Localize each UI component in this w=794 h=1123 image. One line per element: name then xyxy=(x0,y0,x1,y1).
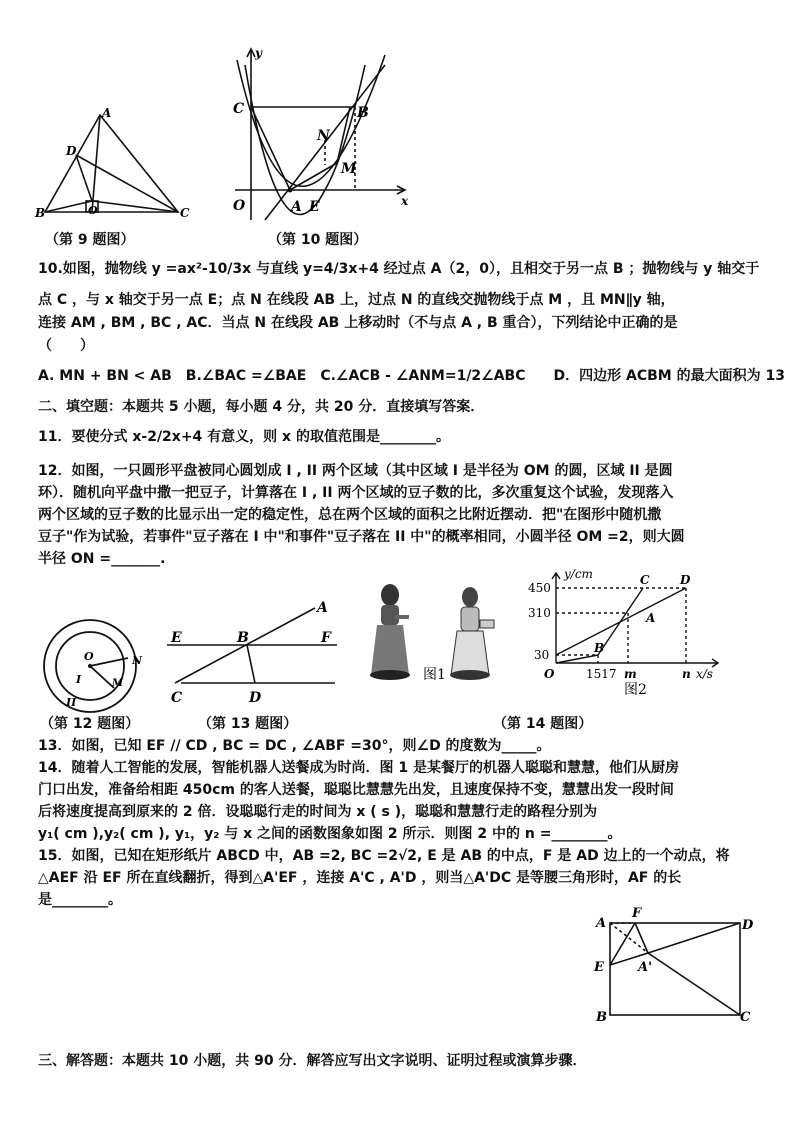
q12-line4: 豆子"作为试验，若事件"豆子落在 I 中"和事件"豆子落在 II 中"的概率相同，小圆半径 OM =2，则大圆 xyxy=(38,529,685,545)
label-B: B xyxy=(237,630,249,646)
q12-line3: 两个区域的豆子数的比显示出一定的稳定性，总在两个区域的面积之比附近摆动．把"在图形中随机撒 xyxy=(38,507,662,523)
tick-450: 450 xyxy=(528,581,551,595)
label-B: B xyxy=(596,1010,607,1025)
q14-line4: y₁( cm ),y₂( cm ), y₁，y₂ 与 x 之间的函数图象如图 2 所示．则图 2 中的 n =________。 xyxy=(38,826,622,842)
label-ylabel: y/cm xyxy=(564,568,593,581)
label-A: A xyxy=(596,916,607,931)
caption-fig10: （第 10 题图） xyxy=(268,232,368,248)
label-II: II xyxy=(66,696,77,709)
label-F: F xyxy=(632,906,642,921)
label-A: A xyxy=(317,600,328,616)
label-D: D xyxy=(680,573,691,587)
label-B: B xyxy=(594,641,605,655)
label-fig2: 图2 xyxy=(624,682,647,698)
label-C: C xyxy=(740,1010,751,1025)
label-O: O xyxy=(544,667,555,681)
label-M: M xyxy=(341,161,357,177)
label-E: E xyxy=(594,960,604,975)
figure-12 xyxy=(38,618,148,718)
caption-fig14: （第 14 题图） xyxy=(493,716,593,732)
figure-9 xyxy=(30,105,200,225)
label-A-prime: A' xyxy=(638,960,653,975)
label-D: D xyxy=(742,918,754,933)
q15-line1: 15．如图，已知在矩形纸片 ABCD 中，AB =2, BC =2√2, E 是 AB 的中点，F 是 AD 边上的一个动点，将 xyxy=(38,848,730,864)
label-B: B xyxy=(357,105,369,121)
label-xlabel: x/s xyxy=(696,667,713,681)
label-A: A xyxy=(102,106,112,120)
label-F: F xyxy=(321,630,331,646)
tick-n: n xyxy=(682,667,691,681)
label-C: C xyxy=(180,206,190,220)
tick-1517: 1517 xyxy=(586,667,617,681)
q12-line5: 半径 ON =_______. xyxy=(38,551,166,567)
label-O: O xyxy=(233,198,246,214)
q15-line2: △AEF 沿 EF 所在直线翻折，得到△A'EF ，连接 A'C , A'D ，则当△A'DC 是等腰三角形时，AF 的长 xyxy=(38,870,682,886)
robot-icon-2 xyxy=(450,587,494,680)
figure-13 xyxy=(165,598,345,708)
label-A: A xyxy=(291,199,302,215)
label-D: D xyxy=(249,690,262,706)
robot-icon xyxy=(370,584,410,680)
q14-line2: 门口出发，准备给相距 450cm 的客人送餐，聪聪比慧慧先出发，且速度保持不变，慧慧出发一段时间 xyxy=(38,782,674,798)
label-N: N xyxy=(317,128,330,144)
label-x: x xyxy=(401,194,409,208)
label-O: O xyxy=(88,204,98,217)
label-D: D xyxy=(66,144,77,158)
caption-fig12: （第 12 题图） xyxy=(40,716,140,732)
q14-line3: 后将速度提高到原来的 2 倍．设聪聪行走的时间为 x ( s )，聪聪和慧慧行走的路程分别为 xyxy=(38,804,598,820)
label-O: O xyxy=(84,650,94,663)
section-2-heading: 二、填空题：本题共 5 小题，每小题 4 分，共 20 分．直接填写答案． xyxy=(38,399,485,415)
label-B: B xyxy=(35,206,46,220)
q10-line4: （ ） xyxy=(38,338,94,354)
figure-14-graph xyxy=(528,568,723,698)
q13: 13．如图，已知 EF // CD , BC = DC , ∠ABF =30°，则∠D 的度数为_____。 xyxy=(38,738,551,754)
tick-m: m xyxy=(624,667,637,681)
q10-line2: 点 C ，与 x 轴交于另一点 E；点 N 在线段 AB 上，过点 N 的直线交抛物线于点 M ，且 MN∥y 轴， xyxy=(38,292,675,308)
tick-310: 310 xyxy=(528,606,551,620)
caption-fig9: （第 9 题图） xyxy=(45,232,135,248)
label-N: N xyxy=(132,654,143,667)
label-C: C xyxy=(640,573,650,587)
figure-10 xyxy=(225,45,415,225)
label-E: E xyxy=(309,199,320,215)
q14-line1: 14．随着人工智能的发展，智能机器人送餐成为时尚．图 1 是某餐厅的机器人聪聪和慧慧，他们从厨房 xyxy=(38,760,679,776)
q10-line1: 10.如图，抛物线 y =ax²-10/3x 与直线 y=4/3x+4 经过点 A（2，0），且相交于另一点 B ；抛物线与 y 轴交于 xyxy=(38,261,760,277)
caption-fig13: （第 13 题图） xyxy=(198,716,298,732)
figure-15 xyxy=(588,905,758,1030)
tick-30: 30 xyxy=(534,648,550,662)
label-E: E xyxy=(171,630,182,646)
figure-14-robots xyxy=(365,575,515,685)
label-A: A xyxy=(646,611,656,625)
label-M: M xyxy=(112,678,124,689)
label-C: C xyxy=(233,101,245,117)
section-3-heading: 三、解答题：本题共 10 小题，共 90 分．解答应写出文字说明、证明过程或演算步骤． xyxy=(38,1053,587,1069)
q15-line3: 是________。 xyxy=(38,892,122,908)
label-C: C xyxy=(171,690,183,706)
q11: 11．要使分式 x-2/2x+4 有意义，则 x 的取值范围是________。 xyxy=(38,429,450,445)
label-y: y xyxy=(255,46,262,60)
q12-line2: 环）．随机向平盘中撒一把豆子，计算落在 I , II 两个区域的豆子数的比，多次重复这个试验，发现落入 xyxy=(38,485,674,501)
q12-line1: 12．如图，一只圆形平盘被同心圆划成 I , II 两个区域（其中区域 I 是半径为 OM 的圆，区域 II 是圆 xyxy=(38,463,673,479)
q10-line3: 连接 AM , BM , BC , AC．当点 N 在线段 AB 上移动时（不与点 A , B 重合），下列结论中正确的是 xyxy=(38,315,678,331)
label-fig1: 图1 xyxy=(423,667,446,683)
label-I: I xyxy=(76,673,82,686)
q10-options: A. MN + BN < AB B.∠BAC =∠BAE C.∠ACB - ∠ANM=1/2∠ABC D．四边形 ACBM 的最大面积为 13 xyxy=(38,368,785,384)
